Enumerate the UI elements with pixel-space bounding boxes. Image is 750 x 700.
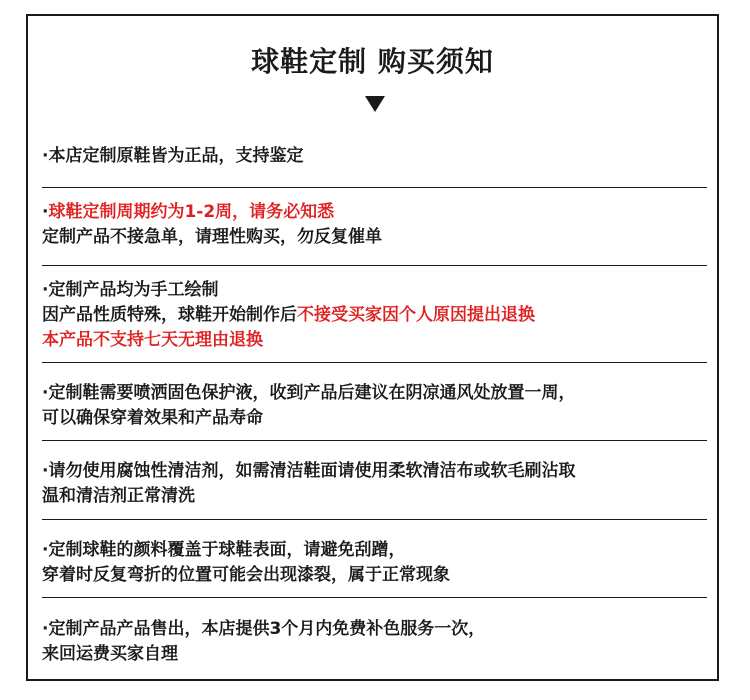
notice-line — [42, 278, 707, 303]
notice-line — [42, 225, 707, 250]
down-arrow-icon — [365, 96, 385, 112]
notice-line — [42, 200, 707, 225]
notice-text: 温和清洁剂正常清洗 — [42, 486, 195, 506]
notice-item-3 — [42, 278, 707, 353]
notice-line — [42, 484, 707, 509]
notice-line — [42, 144, 707, 169]
divider — [42, 597, 707, 598]
notice-text: 来回运费买家自理 — [42, 644, 178, 664]
notice-line — [42, 303, 707, 328]
notice-line — [42, 538, 707, 563]
notice-text: ·定制产品均为手工绘制 — [42, 280, 219, 300]
notice-line — [42, 617, 707, 642]
notice-item-7 — [42, 617, 707, 667]
notice-text: 因产品性质特殊，球鞋开始制作后 — [42, 305, 297, 325]
notice-text: ·本店定制原鞋皆为正品，支持鉴定 — [42, 146, 304, 166]
notice-item-2 — [42, 200, 707, 250]
notice-text: 穿着时反复弯折的位置可能会出现漆裂，属于正常现象 — [42, 565, 450, 585]
highlight-text: 不接受买家因个人原因提出退换 — [297, 305, 535, 325]
notice-item-4 — [42, 381, 707, 431]
notice-item-6 — [42, 538, 707, 588]
notice-item-1 — [42, 144, 707, 169]
notice-text: ·定制产品产品售出，本店提供3个月内免费补色服务一次， — [42, 619, 486, 639]
highlight-text: 球鞋定制周期约为1-2周，请务必知悉 — [48, 202, 335, 222]
divider — [42, 519, 707, 520]
notice-text: ·请勿使用腐蚀性清洁剂，如需清洁鞋面请使用柔软清洁布或软毛刷沾取 — [42, 461, 576, 481]
notice-line — [42, 406, 707, 431]
notice-text: 定制产品不接急单，请理性购买，勿反复催单 — [42, 227, 382, 247]
divider — [42, 440, 707, 441]
notice-text: 可以确保穿着效果和产品寿命 — [42, 408, 263, 428]
notice-line — [42, 459, 707, 484]
notice-item-5 — [42, 459, 707, 509]
notice-line — [42, 642, 707, 667]
notice-text: ·定制球鞋的颜料覆盖于球鞋表面，请避免刮蹭， — [42, 540, 406, 560]
divider — [42, 362, 707, 363]
notice-line — [42, 328, 707, 353]
divider — [42, 265, 707, 266]
notice-text: ·定制鞋需要喷洒固色保护液，收到产品后建议在阴凉通风处放置一周， — [42, 383, 576, 403]
notice-line — [42, 563, 707, 588]
page-title: 球鞋定制 购买须知 — [251, 45, 494, 78]
divider — [42, 187, 707, 188]
notice-frame — [26, 14, 719, 681]
highlight-text: 本产品不支持七天无理由退换 — [42, 330, 263, 350]
notice-line — [42, 381, 707, 406]
notice-text: · — [42, 202, 49, 222]
